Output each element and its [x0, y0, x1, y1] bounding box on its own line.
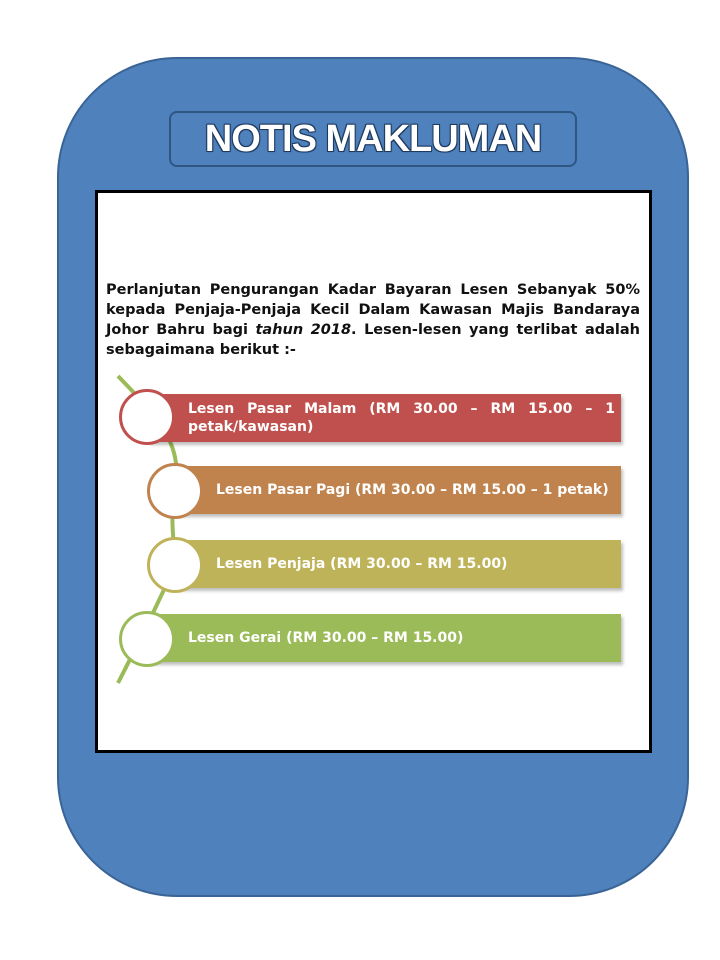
license-label: Lesen Penjaja (RM 30.00 – RM 15.00) [216, 556, 508, 572]
license-label: Lesen Pasar Pagi (RM 30.00 – RM 15.00 – 1 petak) [216, 482, 609, 498]
license-item-penjaja [176, 540, 621, 588]
timeline-node-2 [147, 463, 203, 519]
intro-year: tahun 2018 [255, 322, 352, 338]
intro-end: . Lesen-lesen yang terlibat adalah sebagaimana berikut :- [106, 322, 640, 358]
license-item-pasar-pagi [176, 466, 621, 514]
timeline-node-4 [119, 611, 175, 667]
timeline-node-1 [119, 389, 175, 445]
intro-main: Perlanjutan Pengurangan Kadar Bayaran Lesen Sebanyak 50% kepada Penjaja-Penjaja Kecil Dalam Kawasan Majis Bandaraya Johor Bahru bagi [106, 282, 640, 338]
license-label: Lesen Pasar Malam (RM 30.00 – RM 15.00 – 1 petak/kawasan) [188, 401, 615, 435]
license-item-gerai [148, 614, 621, 662]
notice-title: NOTIS MAKLUMAN [204, 117, 542, 160]
license-label: Lesen Gerai (RM 30.00 – RM 15.00) [188, 630, 464, 646]
timeline-node-3 [147, 537, 203, 593]
license-item-pasar-malam [148, 394, 621, 442]
